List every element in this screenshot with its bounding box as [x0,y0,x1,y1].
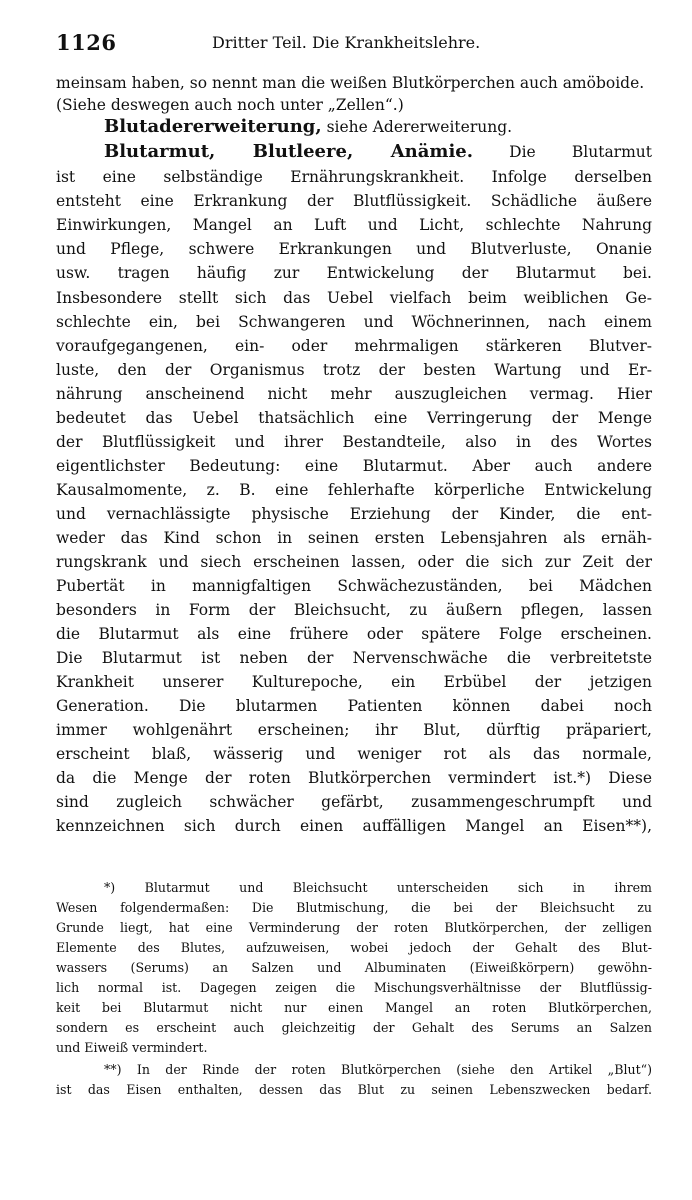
text-line: nährung anscheinend nicht mehr auszugleichen vermag. Hier [56,385,652,403]
text-line [56,839,652,863]
footnote-line: Grunde liegt, hat eine Verminderung der roten Blutkörperchen, der zelligen [56,920,652,935]
text-line: Pubertät in mannigfaltigen Schwächezuständen, bei Mädchen [56,577,652,595]
text-line: der Blutflüssigkeit und ihrer Bestandteile, also in des Wortes [56,433,652,451]
text-line: und vernachlässigte physische Erziehung der Kinder, die ent- [56,505,652,523]
text-line: schlechte ein, bei Schwangeren und Wöchnerinnen, nach einem [56,313,652,331]
footnote-line: ist das Eisen enthalten, dessen das Blut zu seinen Lebenszwecken bedarf. [56,1082,652,1097]
text-line: weder das Kind schon in seinen ersten Lebensjahren als ernäh- [56,529,652,547]
running-title: Dritter Teil. Die Krankheitslehre. [212,33,481,52]
text-line: (Siehe deswegen auch noch unter „Zellen“.) [56,96,404,114]
text-line: meinsam haben, so nennt man die weißen Blutkörperchen auch amöboide. [56,74,645,92]
dictionary-entry [104,116,652,140]
entry-term: Blutarmut, Blutleere, Anämie. [104,141,474,162]
footnote-line: Wesen folgendermaßen: Die Blutmischung, die bei der Bleichsucht zu [56,900,652,915]
text-line: erscheint blaß, wässerig und weniger rot als das normale, [56,745,652,763]
text-line: da die Menge der roten Blutkörperchen vermindert ist.*) Diese [56,769,652,787]
text-line: entsteht eine Erkrankung der Blutflüssigkeit. Schädliche äußere [56,192,652,210]
text-line: Einwirkungen, Mangel an Luft und Licht, schlechte Nahrung [56,216,652,234]
entry-text: Die Blutarmut [473,143,652,161]
footnote-line: *) Blutarmut und Bleichsucht unterscheiden sich in ihrem [104,880,652,895]
text-line: immer wohlgenährt erscheinen; ihr Blut, dürftig präpariert, [56,721,652,739]
text-line: die Blutarmut als eine frühere oder spätere Folge erscheinen. [56,625,652,643]
text-line: Die Blutarmut ist neben der Nervenschwäche die verbreitetste [56,649,652,667]
footnote-line: und Eiweiß vermindert. [56,1040,208,1055]
entry-term: Blutadererweiterung, [104,116,322,137]
text-line: ist eine selbständige Ernährungskrankheit. Infolge derselben [56,168,652,186]
text-line: eigentlichster Bedeutung: eine Blutarmut. Aber auch andere [56,457,652,475]
text-line: voraufgegangenen, ein- oder mehrmaligen stärkeren Blutver- [56,337,652,355]
footnote-line: keit bei Blutarmut nicht nur einen Mangel an roten Blutkörperchen, [56,1000,652,1015]
dictionary-entry [104,141,652,165]
footnote-line: lich normal ist. Dagegen zeigen die Mischungsverhältnisse der Blutflüssig- [56,980,652,995]
page-header [56,30,656,54]
text-line: usw. tragen häufig zur Entwickelung der Blutarmut bei. [56,264,652,282]
text-line: kennzeichnen sich durch einen auffälligen Mangel an Eisen**), [56,817,652,835]
text-line: luste, den der Organismus trotz der besten Wartung und Er- [56,361,652,379]
text-line: Kausalmomente, z. B. eine fehlerhafte körperliche Entwickelung [56,481,652,499]
page-number: 1126 [56,30,117,55]
entry-text: siehe Adererweiterung. [321,118,513,136]
text-line: Generation. Die blutarmen Patienten können dabei noch [56,697,652,715]
footnote-line: wassers (Serums) an Salzen und Albuminaten (Eiweißkörpern) gewöhn- [56,960,652,975]
text-line: Insbesondere stellt sich das Uebel vielfach beim weiblichen Ge- [56,289,652,307]
footnote-line: sondern es erscheint auch gleichzeitig der Gehalt des Serums an Salzen [56,1020,652,1035]
text-line: und Pflege, schwere Erkrankungen und Blutverluste, Onanie [56,240,652,258]
text-line: Krankheit unserer Kulturepoche, ein Erbübel der jetzigen [56,673,652,691]
text-line: besonders in Form der Bleichsucht, zu äußern pflegen, lassen [56,601,652,619]
footnote-line: Elemente des Blutes, aufzuweisen, wobei jedoch der Gehalt des Blut- [56,940,652,955]
text-line: sind zugleich schwächer gefärbt, zusammengeschrumpft und [56,793,652,811]
text-line: rungskrank und siech erscheinen lassen, oder die sich zur Zeit der [56,553,652,571]
text-line: bedeutet das Uebel thatsächlich eine Verringerung der Menge [56,409,652,427]
footnote-line: **) In der Rinde der roten Blutkörperchen (siehe den Artikel „Blut“) [104,1062,652,1077]
